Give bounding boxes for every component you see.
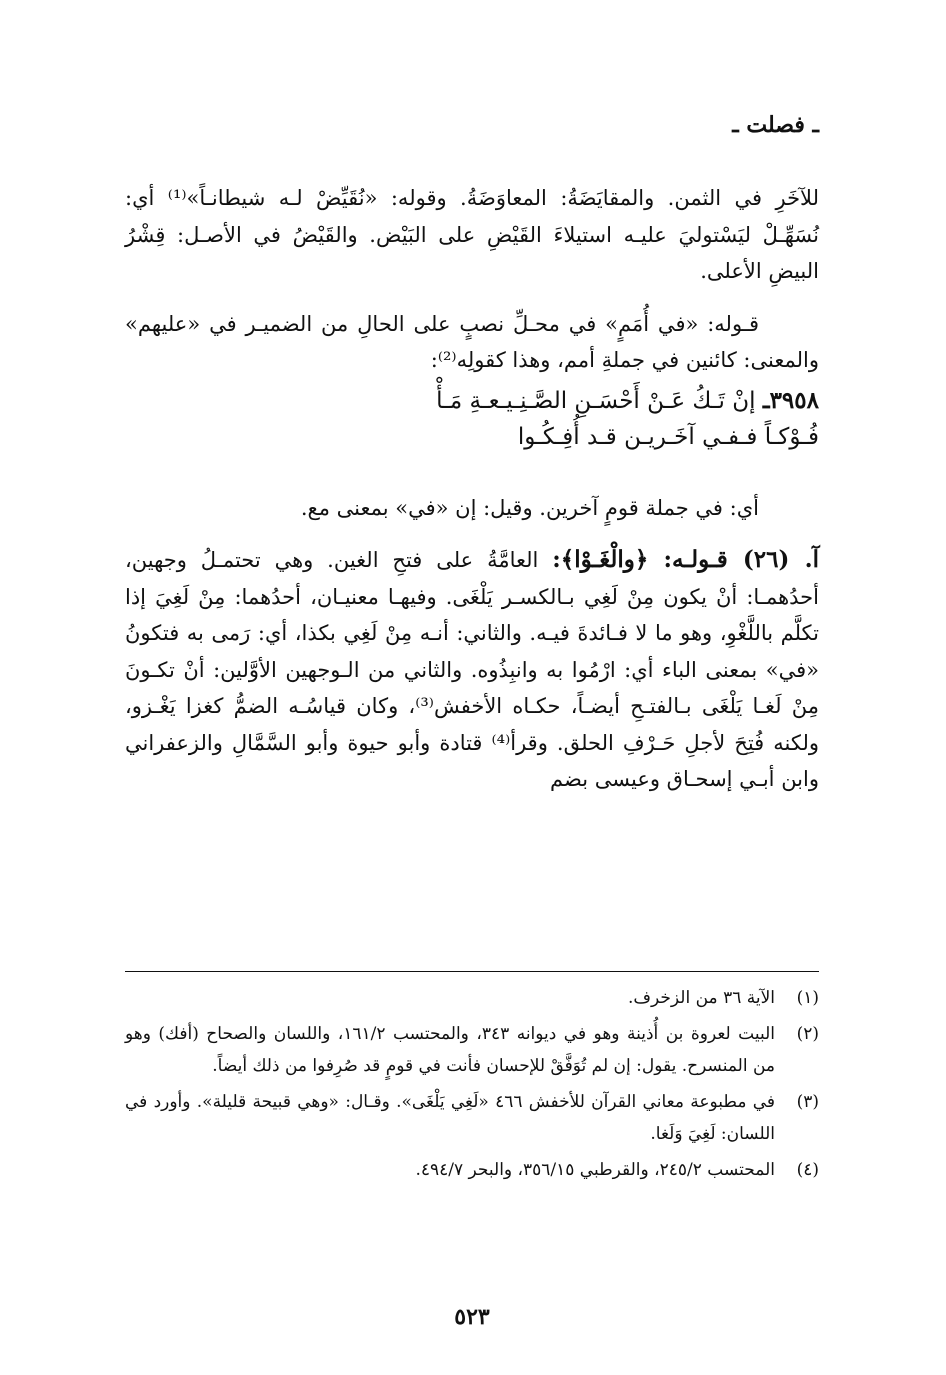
footnote-4	[125, 1154, 819, 1186]
footnote-text: البيت لعروة بن أُذينة وهو في ديوانه ٣٤٣، والمحتسب ١٦١/٢، واللسان والصحاح (أفك) وهو من المنسرح. يقول: إن لم تُوَفَّقْ للإحسان فأنت في قومٍ قد صُرِفوا من ذلك أيضاً.	[125, 1024, 776, 1076]
footnote-3	[125, 1086, 819, 1150]
verse-first-hemistich	[125, 383, 819, 420]
footnote-text: الآية ٣٦ من الزخرف.	[628, 988, 775, 1008]
paragraph-1: للآخَرِ في الثمن. والمقايَضَةُ: المعاوَضَةُ. وقوله: «نُقَيِّضْ لـه شيطانـاً»⁽¹⁾ أي: نُسَهِّـلْ ليَسْتوليَ عليـه استيلاءَ القَيْضِ على البَيْض. والقَيْضُ في الأصـل: قِشْرُ البيضِ الأعلى.	[125, 186, 819, 283]
paragraph-2: قـوله: «في أُمَمٍ» في محـلِّ نصبٍ على الحالِ من الضميـر في «عليهم» والمعنى: كائنين في جملةِ أمم، وهذا كقولِه⁽²⁾:	[125, 311, 819, 372]
footnote-text: المحتسب ٢٤٥/٢، والقرطبي ٣٥٦/١٥، والبحر ٤٩٤/٧.	[415, 1160, 775, 1180]
footnote-number: (٣)	[796, 1092, 819, 1112]
footnote-number: (١)	[796, 988, 819, 1008]
footnote-divider	[125, 971, 819, 972]
verse-line-2: فُـوْكـاً فـفـي آخَـريـن قـد أُفِـكُـوا	[517, 424, 819, 450]
running-header: ـ فصلت ـ	[732, 112, 819, 138]
footnote-text: في مطبوعة معاني القرآن للأخفش ٤٦٦ «لَغِي يَلْغَى». وقـال: «وهي قبيحة قليلة». وأورد في اللسان: لَغِيَ وَلَغا.	[125, 1092, 775, 1144]
verse-number: ٣٩٥٨ـ	[762, 386, 819, 414]
footnotes	[125, 982, 819, 1190]
page-number: ٥٢٣	[454, 1304, 490, 1330]
footnote-1	[125, 982, 819, 1014]
footnote-2	[125, 1018, 819, 1082]
footnote-number: (٢)	[796, 1024, 819, 1044]
footnote-number: (٤)	[796, 1160, 819, 1180]
verse-reference-heading: آ. (٢٦) قـولـه: ﴿والْغَـوْا﴾:	[552, 546, 820, 573]
verse-second-hemistich	[125, 419, 819, 456]
page	[125, 100, 819, 1340]
verse-line-1: إنْ تَـكُ عَـنْ أَحْسَـنِ الصَّـنِـيـعـةِ مَـأْ	[436, 387, 756, 414]
main-text	[125, 180, 819, 798]
paragraph-4-text: العامَّةُ على فتحِ الغين. وهي تحتمـلُ وجهين، أحدُهمـا: أنْ يكون مِنْ لَغِي بـالكسـر يَلْغَى. وفيهـا معنيـان، أحدُهما: مِنْ لَغِيَ إذا تكلَّم باللَّغْوِ، وهو ما لا فـائدةَ فيـه. والثاني: أنـه مِنْ لَغِي بكذا، أي: رَمى به فتكونُ «في» بمعنى الباء أي: ارْمُوا به وانبِذُوه. والثاني من الـوجهين الأوَّلين: أنْ تكـونَ مِنْ لَغـا يَلْغَى بـالفتـحِ أيضـاً، حكـاه الأخفش⁽³⁾، وكان قياسُـه الضمُّ كغزا يَغْـزو، ولكنه فُتِحَ لأجلِ حَـرْفِ الحلق. وقرأ⁽⁴⁾ قتادة وأبو حيوة وأبو السَّمَّالِ والزعفراني وابن أبـي إسحـاق وعيسى بضم	[125, 548, 820, 791]
paragraph-3: أي: في جملة قومٍ آخرين. وقيل: إن «في» بمعنى مع.	[300, 495, 759, 520]
paragraph-4	[125, 542, 819, 798]
